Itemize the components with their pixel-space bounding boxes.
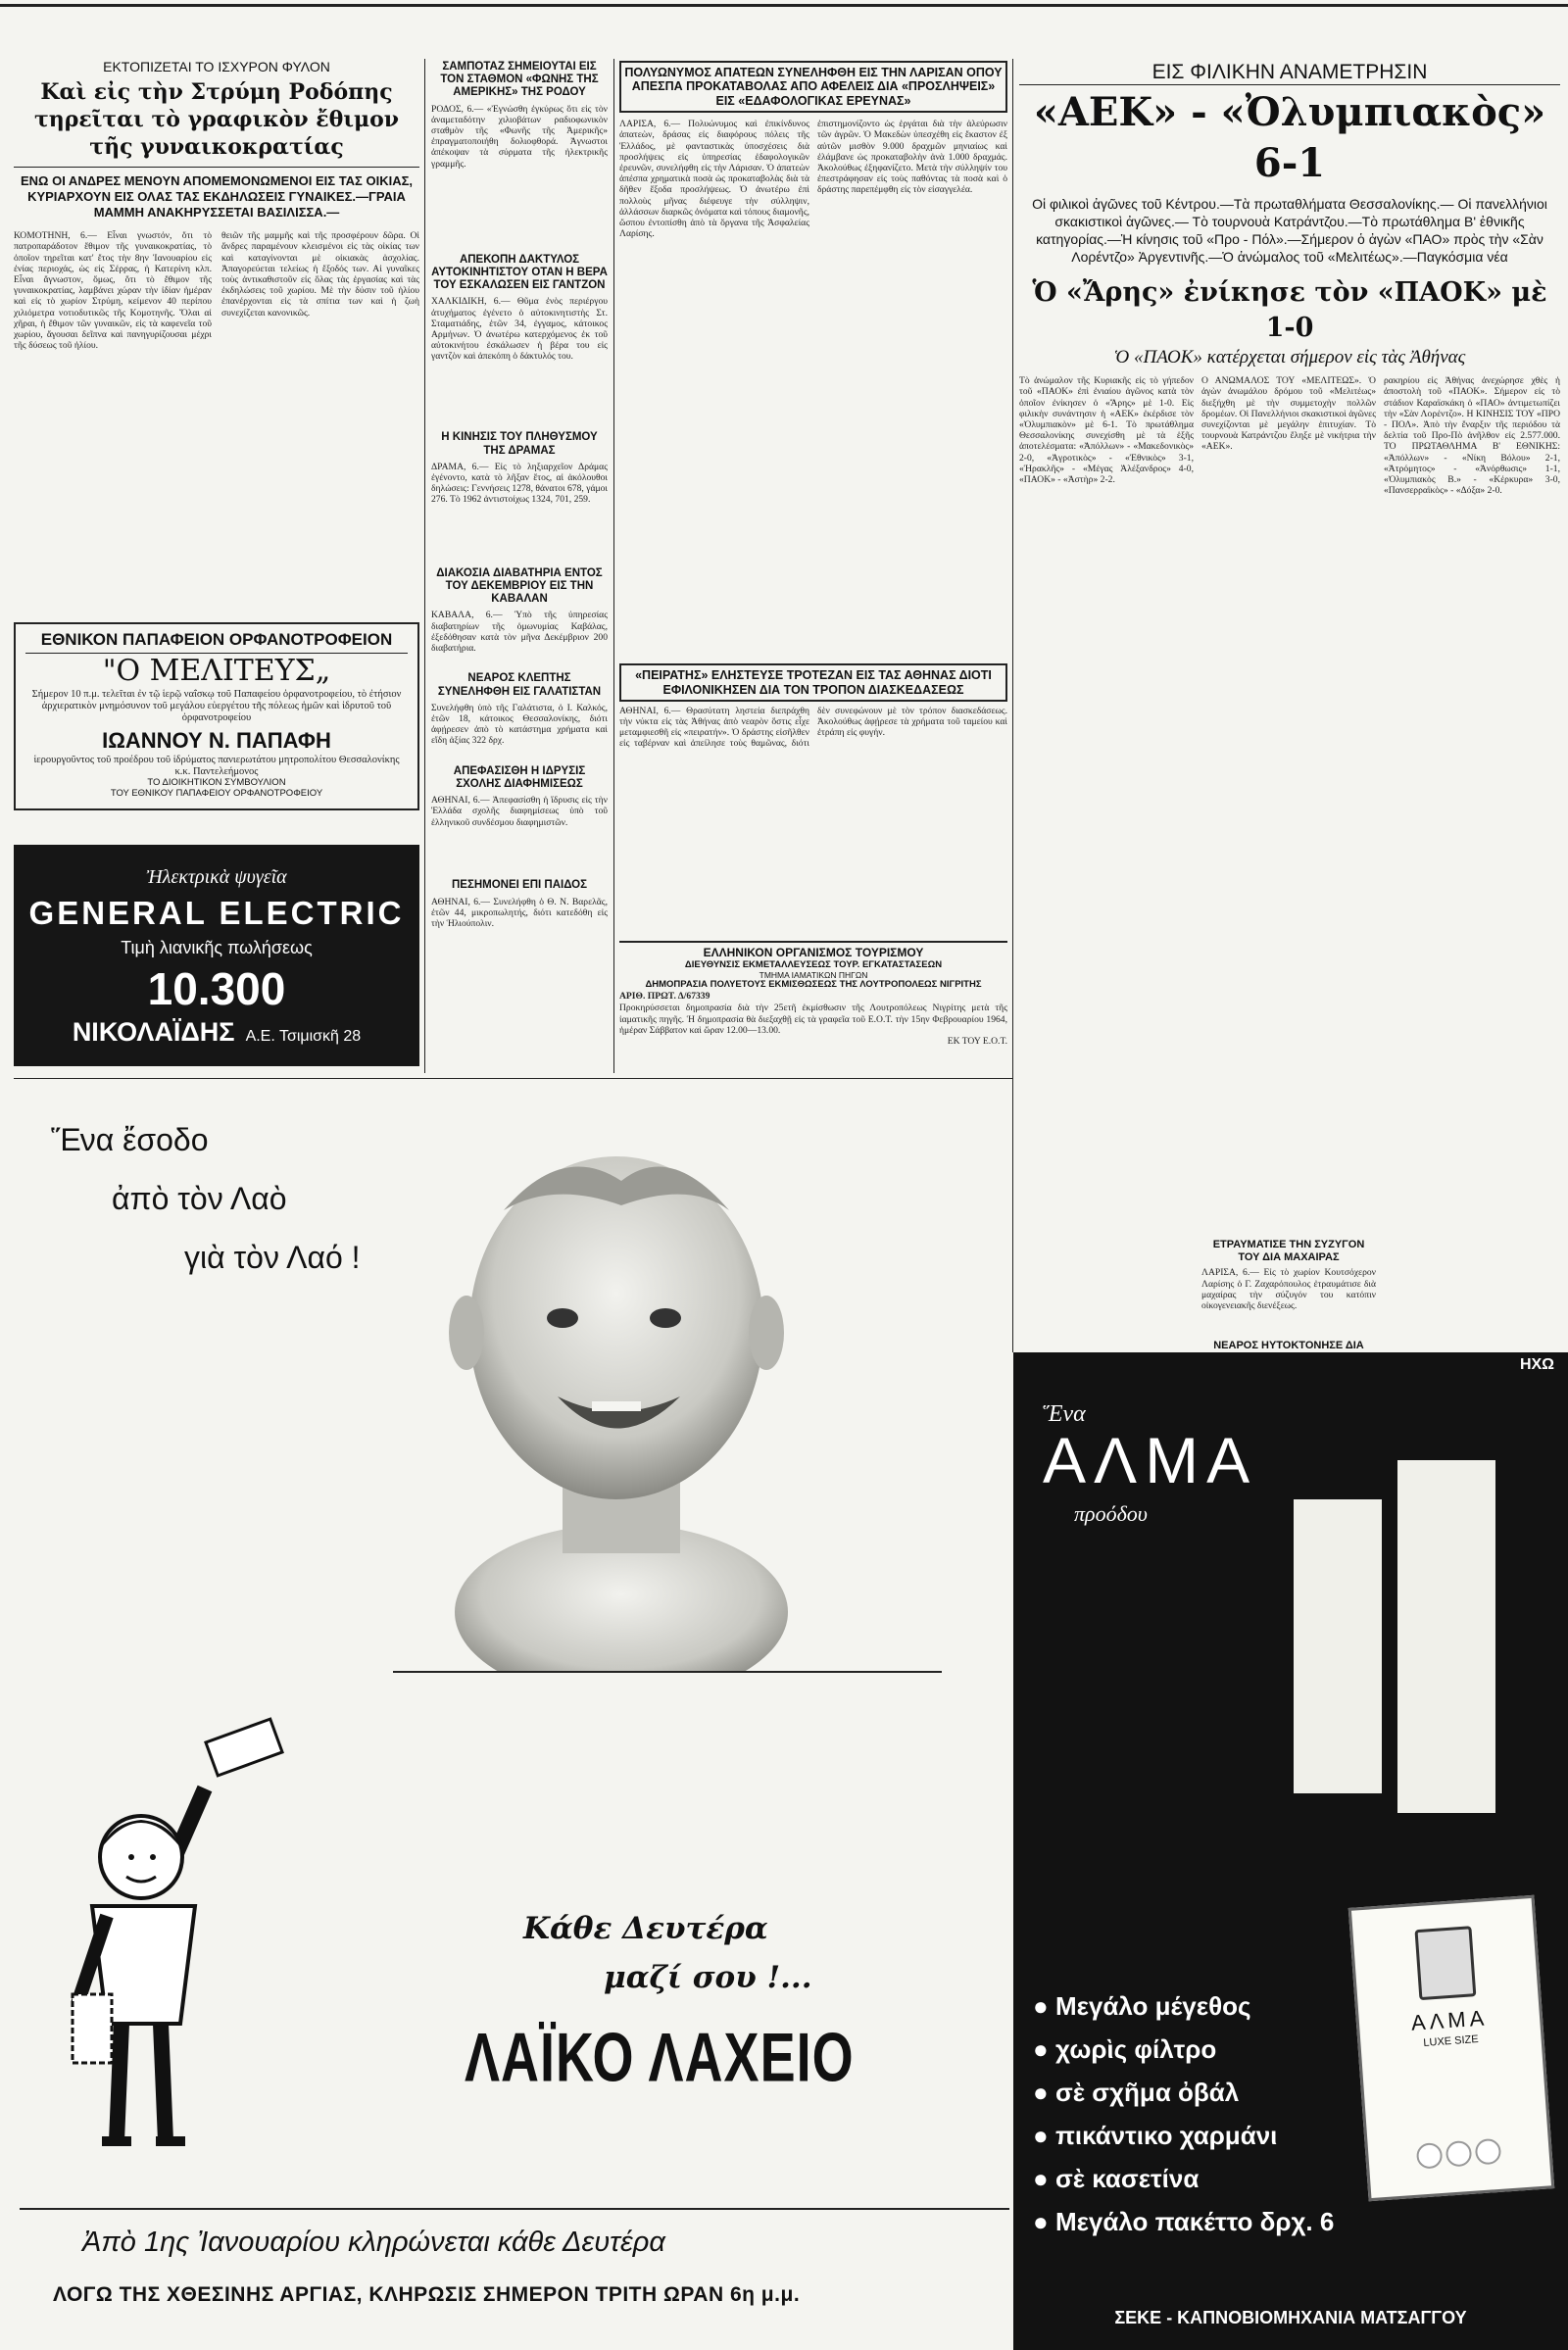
col1-article: [14, 59, 419, 608]
eot-body: Προκηρύσσεται δημοπρασία διὰ τὴν 25ετῆ ἐκμίσθωσιν τῆς Λουτροπόλεως Νιγρίτης μετὰ τῆς ἰαματικῆς πηγῆς. Ἡ δημοπρασία θὰ διεξαχθῇ εἰς τὰ γραφεῖα τοῦ Ε.Ο.Τ. τὴν 15ην Φεβρουαρίου 1964, ἡμέραν Σάββατον καὶ ὥραν 12.00—13.00.: [619, 1003, 1007, 1036]
alma-maker: ΣΕΚΕ - ΚΑΠΝΟΒΙΟΜΗΧΑΝΙΑ ΜΑΤΣΑΓΓΟΥ: [1114, 2308, 1467, 2327]
alma-feature: ● σὲ σχῆμα ὀβάλ: [1033, 2078, 1240, 2107]
melitefs-sign1: ΤΟ ΔΙΟΙΚΗΤΙΚΟΝ ΣΥΜΒΟΥΛΙΟΝ: [147, 776, 286, 788]
baby-illustration: [396, 1122, 847, 1671]
ge-ad: [14, 845, 419, 1066]
col4-h2: Ὁ «Ἄρης» ἐνίκησε τὸν «ΠΑΟΚ» μὲ 1-0: [1032, 277, 1547, 344]
col2-b7: ΑΘΗΝΑΙ, 6.— Συνελήφθη ὁ Θ. Ν. Βαρελᾶς, ἐτῶν 44, μικροπωλητής, διότι κατεδόθη εἰς τὴν Ἡλιούπολιν.: [431, 896, 608, 929]
ge-line2: Τιμὴ λιανικῆς πωλήσεως: [121, 938, 313, 957]
col1-kicker: ΕΚΤΟΠΙΖΕΤΑΙ ΤΟ ΙΣΧΥΡΟΝ ΦΥΛΟΝ: [103, 59, 330, 74]
lottery-slogan1: Ἕνα ἔσοδο: [51, 1122, 209, 1157]
alma-feature: ● πικάντικο χαρμάνι: [1033, 2121, 1278, 2150]
col2-b3: ΔΡΑΜΑ, 6.— Εἰς τὸ ληξιαρχεῖον Δράμας ἐγένοντο, κατὰ τὸ λῆξαν ἔτος, αἱ ἀκόλουθοι δηλώσεις: Γεννήσεις 1278, θάνατοι 678, γάμοι 276. Τὸ 1962 ἀντιστοίχως 1324, 701, 259.: [431, 461, 608, 506]
top-border: [0, 4, 1568, 7]
col4-body: Τὸ ἀνώμαλον τῆς Κυριακῆς εἰς τὸ γήπεδον τοῦ «ΠΑΟΚ» ἐπὶ ἐνιαίου ἀγῶνος κατὰ τὸν ὁποῖον ἐνίκησεν ὁ «Ἄρης» μὲ 1-0. Εἰς φιλικὴν συνάντησιν ἡ «ΑΕΚ» ἐκέρδισε τὸν «Ὀλυμπιακὸν» μὲ 6-1. Τὸ πρωτάθλημα Θεσσαλονίκης συνεχίσθη μὲ τὰ ἑξῆς ἀποτελέσματα: «Ἀπόλλων» - «Μακεδονικὸς» 2-0, «Ἀγροτικὸς» - «Ἐθνικὸς» 3-1, «Ἡρακλῆς» - «Μέγας Ἀλέξανδρος» 4-0, «ΠΑΟΚ» - «Ἀστὴρ» 2-2.: [1019, 375, 1194, 485]
col4-body2: Ο ΑΝΩΜΑΛΟΣ ΤΟΥ «ΜΕΛΙΤΕΩΣ». Ὁ ἀγὼν ἀνωμάλου δρόμου τοῦ «Μελιτέως» διεξήχθη μὲ τὴν συμμετοχὴν πολλῶν δρομέων. Οἱ Πανελλήνιοι σκακιστικοὶ ἀγῶνες συνεχίζονται μὲ μεγάλην ἐπιτυχίαν. Τὸ τουρνουὰ Κατράντζου ἔληξε μὲ νικήτρια τὴν «ΑΕΚ».: [1201, 375, 1376, 453]
col2-b2: ΧΑΛΚΙΔΙΚΗ, 6.— Θῦμα ἐνὸς περιέργου ἀτυχήματος ἐγένετο ὁ αὐτοκινητιστὴς Στ. Σταματιάδης, ἐτῶν 34, ἐγγαμος, κάτοικος Αρμήνων. Ὁ ἀνωτέρω κατερχόμενος ἐκ τοῦ αὐτοκινήτου ἐσκάλωσεν ἡ βέρα του εἰς γαντζὸν καὶ ἀπεκόπη ὁ δάκτυλός του.: [431, 296, 608, 363]
baby-baseline: [393, 1671, 942, 1673]
melitefs-sign2: ΤΟΥ ΕΘΝΙΚΟΥ ΠΑΠΑΦΕΙΟΥ ΟΡΦΑΝΟΤΡΟΦΕΙΟΥ: [110, 787, 323, 799]
boy-illustration: [33, 1710, 308, 2171]
col1-headline: Καὶ εἰς τὴν Στρύμη Ροδόπης τηρεῖται τὸ γραφικὸν ἔθιμον τῆς γυναικοκρατίας: [33, 79, 400, 161]
col1-deck: ΕΝΩ ΟΙ ΑΝΔΡΕΣ ΜΕΝΟΥΝ ΑΠΟΜΕΜΟΝΩΜΕΝΟΙ ΕΙΣ ΤΑΣ ΟΙΚΙΑΣ, ΚΥΡΙΑΡΧΟΥΝ ΕΙΣ ΟΛΑΣ ΤΑΣ ΕΚΔΗΛΩΣΕΙΣ ΓΥΝΑΙΚΕΣ.—ΓΡΑΙΑ ΜΑΜΜΗ ΑΝΑΚΗΡΥΣΣΕΤΑΙ ΒΑΣΙΛΙΣΣΑ.—: [20, 173, 413, 220]
melitefs-foot: ἱερουργοῦντος τοῦ προέδρου τοῦ ἱδρύματος πανιερωτάτου μητροπολίτου Θεσσαλονίκης κ.κ. Παντελεήμονος: [33, 754, 400, 777]
ge-line1: Ἠλεκτρικὰ ψυγεῖα: [146, 866, 287, 888]
ge-price: 10.300: [147, 963, 286, 1014]
alma-ad: [1013, 1352, 1568, 2350]
col2-h6: ΑΠΕΦΑΣΙΣΘΗ Η ΙΔΡΥΣΙΣ ΣΧΟΛΗΣ ΔΙΑΦΗΜΙΣΕΩΣ: [453, 764, 586, 791]
alma-corner: ΗΧΩ: [1519, 1356, 1554, 1373]
col3-b1: ΛΑΡΙΣΑ, 6.— Πολυώνυμος καὶ ἐπικίνδυνος ἀπατεὼν, δράσας εἰς διαφόρους πόλεις τῆς Ἑλλάδος, μὲ φανταστικὰς ὑποσχέσεις διὰ προσλήψεις εἰς ὑπηρεσίας ἐδαφολογικῶν ἐρευνῶν, συνελήφθη εἰς τὴν Λάρισαν. Ὁ ἀπατεὼν ἀπέσπα χρηματικὰ ποσὰ ὡς προκαταβολὰς διὰ τὰ δῆθεν ἔξοδα προσλήψεως. Ὁ ἀνωτέρω ἐπὶ πολλοὺς μῆνας διέφευγε τὴν σύλληψιν, ἀλλάσσων διαρκῶς ὀνόματα καὶ τόπους διαμονῆς, ὥσπου ἐντοπίσθη ἀπὸ τὰ ὄργανα τῆς Ἀσφαλείας Λαρίσης.: [619, 119, 809, 240]
lottery-slogan3: γιὰ τὸν Λαό !: [184, 1240, 361, 1275]
alma-brand: ΑΛΜΑ: [1043, 1424, 1258, 1496]
lottery-slogan2: ἀπὸ τὸν Λαὸ: [112, 1181, 287, 1216]
alma-feature: ● Μεγάλο πακέττο δρχ. 6: [1033, 2207, 1335, 2236]
alma-bar-2: [1397, 1460, 1495, 1813]
lottery-name: ΛΑΪΚΟ ΛΑΧΕΙΟ: [465, 2020, 855, 2097]
eot-sign: ΕΚ ΤΟΥ Ε.Ο.Τ.: [947, 1036, 1007, 1048]
alma-pack: [1348, 1895, 1554, 2202]
eot-notice: [619, 941, 1007, 1066]
col2-h3: Η ΚΙΝΗΣΙΣ ΤΟΥ ΠΛΗΘΥΣΜΟΥ ΤΗΣ ΔΡΑΜΑΣ: [441, 431, 598, 457]
col-divider-3: [1012, 59, 1013, 1352]
alma-feature: ● Μεγάλο μέγεθος: [1033, 1991, 1251, 2021]
ge-dealer: ΝΙΚΟΛΑΪΔΗΣ: [72, 1017, 235, 1047]
lottery-notice: ΛΟΓΩ ΤΗΣ ΧΘΕΣΙΝΗΣ ΑΡΓΙΑΣ, ΚΛΗΡΩΣΙΣ ΣΗΜΕΡΟΝ ΤΡΙΤΗ ΩΡΑΝ 6η μ.μ.: [53, 2283, 801, 2306]
alma-progress: προόδου: [1074, 1501, 1148, 1526]
melitefs-founder: ΙΩΑΝΝΟΥ Ν. ΠΑΠΑΦΗ: [102, 727, 331, 753]
melitefs-top: ΕΘΝΙΚΟΝ ΠΑΠΑΦΕΙΟΝ ΟΡΦΑΝΟΤΡΟΦΕΙΟΝ: [25, 630, 408, 654]
ad-top-rule: [14, 1078, 1012, 1079]
col4-tiny-b1: ΛΑΡΙΣΑ, 6.— Εἰς τὸ χωρίον Κουτσόχερον Λαρίσης ὁ Γ. Ζαχαρόπουλος ἐτραυμάτισε διὰ μαχαίρας τὴν σύζυγόν του κατόπιν οἰκογενειακῆς διενέξεως.: [1201, 1267, 1376, 1312]
alma-cigarettes: [1368, 2134, 1549, 2173]
col2-h4: ΔΙΑΚΟΣΙΑ ΔΙΑΒΑΤΗΡΙΑ ΕΝΤΟΣ ΤΟΥ ΔΕΚΕΜΒΡΙΟΥ ΕΙΣ ΤΗΝ ΚΑΒΑΛΑΝ: [436, 566, 603, 606]
col4-sub2: Ὁ «ΠΑΟΚ» κατέρχεται σήμερον εἰς τὰς Ἀθήνας: [1113, 347, 1466, 368]
col1-body-left: ΚΟΜΟΤΗΝΗ, 6.— Εἶναι γνωστόν, ὅτι τὸ πατροπαράδοτον ἔθιμον τῆς γυναικοκρατίας, τὸ ὁποῖον τηρεῖται κατ' ἔτος τὴν 8ην Ἰανουαρίου εἰς ἐνίας περιοχάς, ὡς εἰς Σέρρας, ἡ Κατερίνη κλπ. Εἶναι ἄγνωστον, ὅμως, ὅτι τὸ ἔθιμον τῆς γυναικοκρατίας, λαμβάνει χώραν τὴν ἰδίαν ἡμέραν καὶ εἰς τὸ χωρίον Στρύμη, κείμενον 40 περίπου χιλιόμετρα νοτιοδυτικῶς τῆς Κομοτηνῆς. Ὅλαι αἱ χῆραι, ἡ ἔθιμον τῶν γυναικῶν, εἰς τὰ καφενεῖα τοῦ χωρίου, ἄγουσαι δεῖπνα καὶ πανηγυρίζουσαι μέχρι τῆς δύσεως τοῦ ἡλίου.: [14, 230, 212, 352]
ge-brand: GENERAL ELECTRIC: [28, 895, 405, 931]
col4-tiny-h1: ΕΤΡΑΥΜΑΤΙΣΕ ΤΗΝ ΣΥΖΥΓΟΝ ΤΟΥ ΔΙΑ ΜΑΧΑΙΡΑΣ: [1212, 1239, 1365, 1263]
alma-bar-1: [1294, 1499, 1382, 1793]
col2-b5: Συνελήφθη ὑπὸ τῆς Γαλάτιστα, ὁ Ι. Καλκός, ἐτῶν 18, κάτοικος Θεσσαλονίκης, διότι ἀφῄρεσεν ἀπὸ τὸ κατάστημα χρήματα καὶ εἴδη ἀξίας 322 δρχ.: [431, 702, 608, 747]
col3-b2: ΑΘΗΝΑΙ, 6.— Θρασύτατη ληστεία διεπράχθη τὴν νύκτα εἰς τὰς Ἀθήνας ἀπὸ νεαρὸν ὅστις εἶχε μεταμφιεσθῆ εἰς «πειρατήν». Ὁ δράστης εἰσῆλθεν εἰς ταβέρναν καὶ ἀπείλησε τοὺς θαμῶνας, διότι δὲν συνεφώνουν μὲ τὸν τρόπον διασκεδάσεως. Ἀκολούθως ἀφῄρεσε τὰ χρήματα τοῦ ταμείου καὶ ἐτράπη εἰς φυγήν.: [619, 705, 1007, 750]
col1-body-right: θειῶν τῆς μαμμῆς καὶ τῆς προσφέρουν δῶρα. Οἱ ἄνδρες παραμένουν κλεισμένοι εἰς τὰς οἰκίας των καὶ καταγίνονται μὲ οἰκιακὰς ἀσχολίας. Ἀπαγορεύεται τελείως ἡ ἔξοδός των. Αἱ γυναῖκες τοὺς ἀντικαθιστοῦν εἰς ὅλας τὰς ἐργασίας καὶ τὰς ἐκδηλώσεις τοῦ χωρίου. Μὲ τὴν δύσιν τοῦ ἡλίου ἐπανέρχονται εἰς τὰ σπίτια των καὶ ἡ ζωὴ συνεχίζεται κανονικῶς.: [221, 230, 419, 318]
melitefs-ad: [14, 622, 419, 810]
lottery-rule: [20, 2208, 1009, 2210]
alma-pack-brand: ΑΛΜΑ: [1410, 2005, 1489, 2035]
lottery-ad: [14, 1083, 1008, 2345]
alma-feature: ● σὲ κασετίνα: [1033, 2164, 1200, 2193]
ge-dealer-addr: Α.Ε. Τσιμισκῆ 28: [245, 1028, 362, 1045]
col3-article: [619, 61, 1007, 862]
eot-title: ΕΛΛΗΝΙΚΟΝ ΟΡΓΑΝΙΣΜΟΣ ΤΟΥΡΙΣΜΟΥ: [703, 946, 924, 959]
col2-b1: ΡΟΔΟΣ, 6.— «Ἐγνώσθη ἐγκύρως ὅτι εἰς τὸν ἀναμεταδότην χιλιοβάτων ραδιοφωνικὸν σταθμὸν τῆς «Φωνῆς τῆς Ἀμερικῆς» ἐπραγματοποιήθη δολιοφθορά. Ἀγνωστοι ἀπέκοψαν τὰ σύρματα τῆς ἠλεκτρικῆς γραμμῆς.: [431, 103, 608, 170]
col2-h2: ΑΠΕΚΟΠΗ ΔΑΚΤΥΛΟΣ ΑΥΤΟΚΙΝΗΤΙΣΤΟΥ ΟΤΑΝ Η ΒΕΡΑ ΤΟΥ ΕΣΚΑΛΩΣΕΝ ΕΙΣ ΓΑΝΤΖΟΝ: [431, 253, 608, 292]
col2-h7: ΠΕΣΗΜΟΝΕΙ ΕΠΙ ΠΑΙΔΟΣ: [451, 879, 588, 892]
col2-b6: ΑΘΗΝΑΙ, 6.— Ἀπεφασίσθη ἡ ἵδρυσις εἰς τὴν Ἑλλάδα σχολῆς διαφημίσεως ὑπὸ τοῦ ἑλληνικοῦ συνδέσμου διαφημιστῶν.: [431, 795, 608, 828]
col2-h5: ΝΕΑΡΟΣ ΚΛΕΠΤΗΣ ΣΥΝΕΛΗΦΘΗ ΕΙΣ ΓΑΛΑΤΙΣΤΑΝ: [437, 672, 602, 698]
col-divider-2: [613, 59, 614, 1073]
eot-dept: ΤΜΗΜΑ ΙΑΜΑΤΙΚΩΝ ΠΗΓΩΝ: [759, 969, 868, 980]
alma-features: [1033, 1989, 1356, 2238]
col2-briefs: [431, 61, 608, 930]
eot-sub: ΔΙΕΥΘΥΝΣΙΣ ΕΚΜΕΤΑΛΛΕΥΣΕΩΣ ΤΟΥΡ. ΕΓΚΑΤΑΣΤΑΣΕΩΝ: [684, 958, 943, 970]
col4-tiny-h2: ΝΕΑΡΟΣ ΗΥΤΟΚΤΟΝΗΣΕ ΔΙΑ: [1213, 1340, 1364, 1352]
col2-b4: ΚΑΒΑΛΑ, 6.— Ὑπὸ τῆς ὑπηρεσίας διαβατηρίων τῆς ὁμωνυμίας Καβάλας, ἐξεδόθησαν κατὰ τὸν μῆνα Δεκέμβριον 200 διαβατήρια.: [431, 610, 608, 655]
col4-deck: Οἱ φιλικοὶ ἀγῶνες τοῦ Κέντρου.—Τὰ πρωταθλήματα Θεσσαλονίκης.— Οἱ πανελλήνιοι σκακιστικοὶ ἀγῶνες.— Τὸ τουρνουὰ Κατράντζου.—Τὸ πρωτάθλημα Β' ἐθνικῆς κατηγορίας.—Ἡ κίνησις τοῦ «Προ - Πόλ».—Σήμερον ὁ ἀγὼν «ΠΑΟ» πρὸς τὴν «Σὰν Λορέντζο» Ἀργεντινῆς.—Ὁ ἀνώμαλος τοῦ «Μελιτέως».—Παγκόσμια νέα: [1032, 196, 1547, 266]
col4-headline: «ΑΕΚ» - «Ὀλυμπιακὸς» 6-1: [1033, 89, 1546, 187]
col3-b1b: ἐπιστημονίζοντο ὡς ἐργάται διὰ τὴν ἀλεύρωσιν τῶν ἀγρῶν. Ὁ Μακεδὼν ὑπεσχέθη εἰς ἕκαστον ἐξ αὐτῶν μισθὸν 9.000 δραχμῶν μηνιαίως καὶ ἐλάμβανε ὡς προκαταβολὴν ἀνὰ 1.000 δραχμάς. Ἀκολούθως ἐξηφανίζετο. Μετὰ τὴν σύλληψίν του ἐπεστράφησαν εἰς τοὺς παθόντας τὰ ποσὰ καὶ ὁ δράστης παρεπέμφθη εἰς τὸν εἰσαγγελέα.: [817, 119, 1007, 196]
alma-pack-emblem: [1414, 1926, 1476, 2000]
eot-notice-title: ΔΗΜΟΠΡΑΣΙΑ ΠΟΛΥΕΤΟΥΣ ΕΚΜΙΣΘΩΣΕΩΣ ΤΗΣ ΛΟΥΤΡΟΠΟΛΕΩΣ ΝΙΓΡΙΤΗΣ: [645, 979, 982, 991]
lottery-draw: Ἀπὸ 1ης Ἰανουαρίου κληρώνεται κάθε Δευτέρα: [82, 2227, 665, 2258]
col2-h1: ΣΑΜΠΟΤΑΖ ΣΗΜΕΙΟΥΤΑΙ ΕΙΣ ΤΟΝ ΣΤΑΘΜΟΝ «ΦΩΝΗΣ ΤΗΣ ΑΜΕΡΙΚΗΣ» ΤΗΣ ΡΟΔΟΥ: [440, 61, 599, 99]
eot-proto: ΑΡΙΘ. ΠΡΩΤ. Δ/67339: [619, 991, 710, 1003]
lottery-monday2: μαζί σου !...: [604, 1960, 812, 1995]
col4-body3: ρακηρίου εἰς Ἀθήνας ἀνεχώρησε χθὲς ἡ ἀποστολὴ τοῦ «ΠΑΟΚ». Σήμερον εἰς τὸ στάδιον Καραϊσκάκη ὁ «ΠΑΟ» ἀντιμετωπίζει τὴν «Σὰν Λορέντζο». Η ΚΙΝΗΣΙΣ ΤΟΥ «ΠΡΟ - ΠΟΛ». Ἀπὸ τὴν ἔναρξιν τῆς περιόδου τὰ δελτία τοῦ Προ-Πὸ ἀνῆλθον εἰς 2.577.000. ΤΟ ΠΡΩΤΑΘΛΗΜΑ Β' ΕΘΝΙΚΗΣ: «Ἀπόλλων» - «Νίκη Βόλου» 2-1, «Ἀτρόμητος» - «Ἀνόρθωσις» 1-1, «Ὀλυμπιακὸς Β.» - «Κέρκυρα» 3-0, «Πανσερραϊκὸς» - «Δόξα» 2-0.: [1384, 375, 1560, 497]
melitefs-name: "Ο ΜΕΛΙΤΕΥΣ„: [102, 653, 331, 688]
melitefs-body: Σήμερον 10 π.μ. τελεῖται ἐν τῷ ἱερῷ ναΐσκῳ τοῦ Παπαφείου ὀρφανοτροφείου, τὸ ἐτήσιον ἀρχιερατικὸν μνημόσυνον τοῦ μεγάλου εὐεργέτου τῆς πόλεως ἡμῶν καὶ ἱδρυτοῦ τοῦ ὀρφανοτροφείου: [31, 688, 402, 723]
col3-h1: ΠΟΛΥΩΝΥΜΟΣ ΑΠΑΤΕΩΝ ΣΥΝΕΛΗΦΘΗ ΕΙΣ ΤΗΝ ΛΑΡΙΣΑΝ ΟΠΟΥ ΑΠΕΣΠΑ ΠΡΟΚΑΤΑΒΟΛΑΣ ΑΠΟ ΑΦΕΛΕΙΣ ΔΙΑ «ΠΡΟΣΛΗΨΕΙΣ» ΕΙΣ «ΕΔΑΦΟΛΟΓΙΚΑΣ ΕΡΕΥΝΑΣ»: [619, 61, 1007, 113]
alma-ena: Ἕνα: [1043, 1401, 1086, 1427]
col-divider-1: [424, 59, 425, 1073]
lottery-monday1: Κάθε Δευτέρα: [523, 1911, 768, 1946]
col4-sports: [1019, 61, 1560, 1444]
col3-h2: «ΠΕΙΡΑΤΗΣ» ΕΛΗΣΤΕΥΣΕ ΤΡΟΤΕΖΑΝ ΕΙΣ ΤΑΣ ΑΘΗΝΑΣ ΔΙΟΤΙ ΕΦΙΛΟΝΙΚΗΣΕΝ ΔΙΑ ΤΟΝ ΤΡΟΠΟΝ ΔΙΑΣΚΕΔΑΣΕΩΣ: [619, 663, 1007, 702]
alma-pack-tag: LUXE SIZE: [1423, 2033, 1479, 2049]
alma-feature: ● χωρὶς φίλτρο: [1033, 2034, 1217, 2064]
col4-kicker: ΕΙΣ ΦΙΛΙΚΗΝ ΑΝΑΜΕΤΡΗΣΙΝ: [1019, 61, 1560, 85]
